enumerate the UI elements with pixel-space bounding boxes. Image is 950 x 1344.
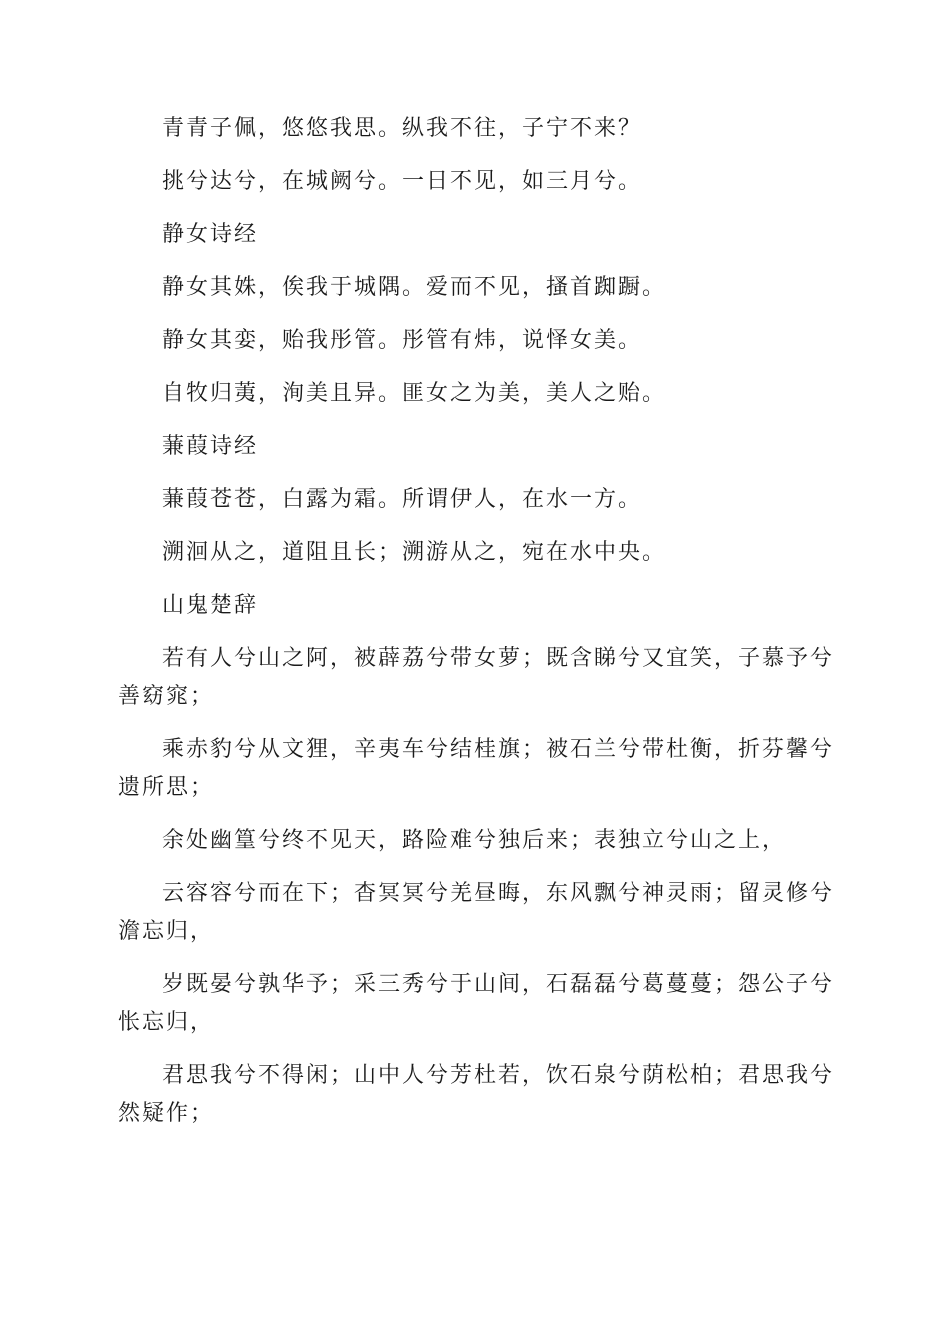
- section-heading: 山鬼楚辞: [162, 593, 259, 618]
- paragraph: 挑兮达兮，在城阙兮。一日不见，如三月兮。: [162, 169, 643, 194]
- paragraph: 蒹葭苍苍，白露为霜。所谓伊人，在水一方。: [162, 487, 643, 512]
- paragraph: 云容容兮而在下；杳冥冥兮羌昼晦，东风飘兮神灵雨；留灵修兮澹忘归，: [118, 881, 835, 944]
- paragraph: 乘赤豹兮从文狸，辛夷车兮结桂旗；被石兰兮带杜衡，折芬馨兮遗所思；: [118, 737, 835, 800]
- paragraph: 自牧归荑，洵美且异。匪女之为美，美人之贻。: [162, 381, 667, 406]
- paragraph: 静女其姝，俟我于城隅。爱而不见，搔首踟蹰。: [162, 275, 667, 300]
- document-body: [118, 110, 838, 1148]
- paragraph: 静女其娈，贻我彤管。彤管有炜，说怿女美。: [162, 328, 643, 353]
- paragraph: 余处幽篁兮终不见天，路险难兮独后来；表独立兮山之上，: [162, 828, 787, 853]
- paragraph: 青青子佩，悠悠我思。纵我不往，子宁不来？: [162, 116, 643, 141]
- section-heading: 蒹葭诗经: [162, 434, 259, 459]
- section-heading: 静女诗经: [162, 222, 259, 247]
- paragraph: 溯洄从之，道阻且长；溯游从之，宛在水中央。: [162, 540, 667, 565]
- paragraph: 若有人兮山之阿，被薜荔兮带女萝；既含睇兮又宜笑，子慕予兮善窈窕；: [118, 646, 835, 709]
- paragraph: 岁既晏兮孰华予；采三秀兮于山间，石磊磊兮葛蔓蔓；怨公子兮怅忘归，: [118, 972, 835, 1035]
- paragraph: 君思我兮不得闲；山中人兮芳杜若，饮石泉兮荫松柏；君思我兮然疑作；: [118, 1063, 835, 1126]
